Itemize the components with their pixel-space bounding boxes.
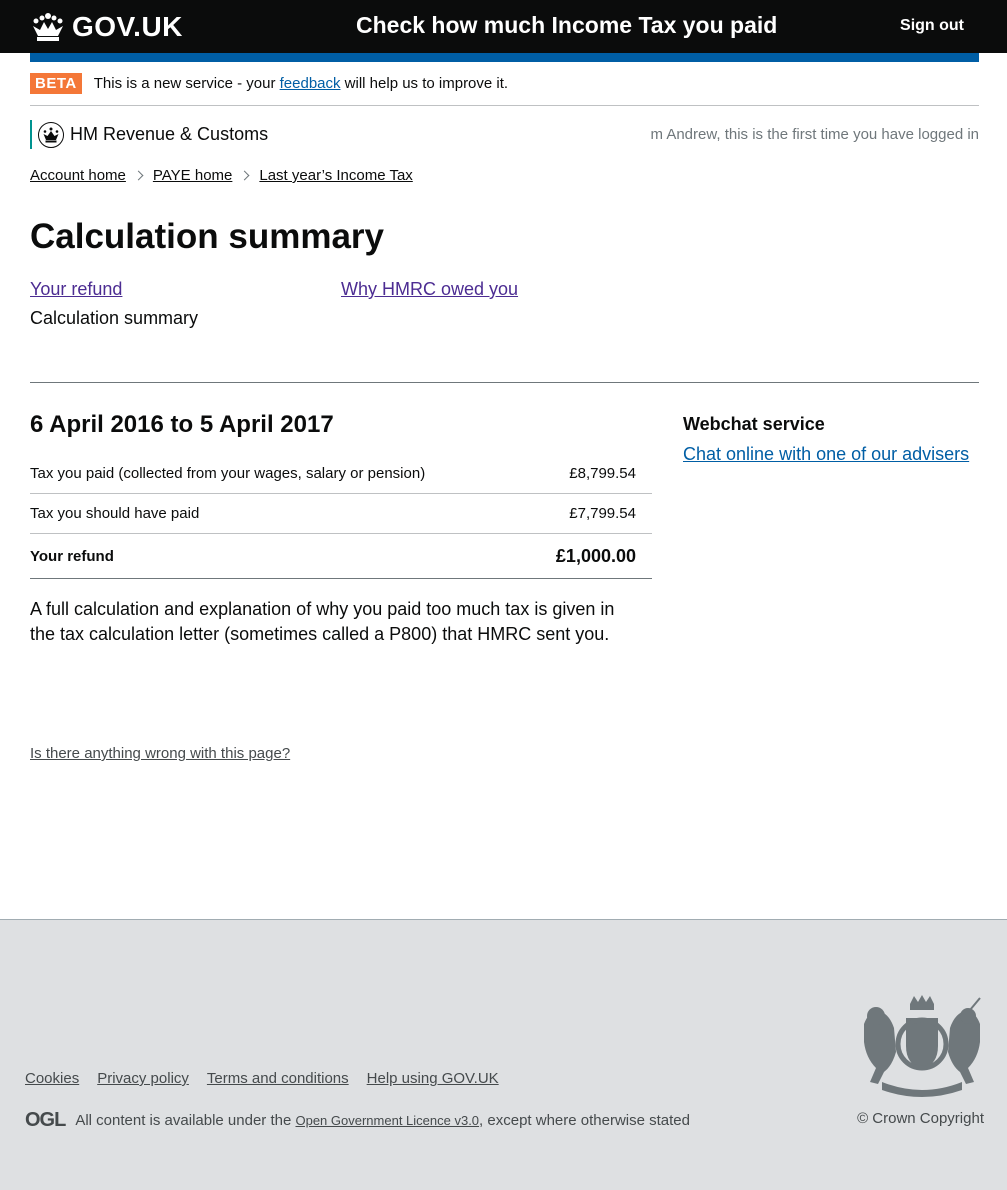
webchat-link[interactable]: Chat online with one of our advisers: [683, 444, 970, 464]
beta-text-after: will help us to improve it.: [340, 75, 509, 92]
webchat-heading: Webchat service: [683, 414, 825, 434]
footer-link-help-using-govuk[interactable]: Help using GOV.UK: [366, 1070, 499, 1087]
feedback-link[interactable]: feedback: [279, 75, 341, 92]
licence-text-after: , except where otherwise stated: [479, 1112, 690, 1129]
row-value: £8,799.54: [569, 465, 636, 482]
subnav-your-refund[interactable]: Your refund: [30, 279, 123, 299]
subnav-why-hmrc-owed-you[interactable]: Why HMRC owed you: [341, 279, 519, 299]
table-row-total: [30, 534, 652, 579]
licence-text-before: All content is available under the: [75, 1112, 296, 1129]
licence-statement: [25, 1109, 690, 1132]
page-title: Calculation summary: [30, 217, 384, 256]
row-label: Tax you should have paid: [30, 505, 200, 522]
royal-coat-of-arms-icon: [858, 994, 986, 1098]
report-problem-link[interactable]: Is there anything wrong with this page?: [30, 745, 291, 762]
crown-icon: [30, 12, 66, 42]
last-login-message: m Andrew, this is the first time you have logged in: [650, 126, 979, 143]
service-name[interactable]: Check how much Income Tax you paid: [356, 12, 778, 38]
table-row: [30, 454, 652, 494]
section-divider: [30, 382, 979, 383]
explanation-text: A full calculation and explanation of why you paid too much tax is given in the tax calculation letter (sometimes called a P800) that HMRC sent you.: [30, 599, 615, 644]
chevron-right-icon: [240, 171, 250, 181]
breadcrumb-last-years-income-tax[interactable]: Last year’s Income Tax: [259, 167, 413, 184]
sign-out-link[interactable]: Sign out: [900, 17, 964, 34]
logo-text: GOV.UK: [72, 11, 183, 42]
footer-links: [25, 1070, 517, 1087]
beta-banner: [30, 73, 508, 94]
subnav-calculation-summary-current: Calculation summary: [30, 308, 199, 328]
breadcrumb: [30, 167, 413, 184]
hmrc-organisation-link[interactable]: [30, 120, 268, 149]
chevron-right-icon: [133, 171, 143, 181]
calculation-table: [30, 454, 652, 579]
beta-tag: BETA: [30, 73, 82, 94]
crown-copyright-link[interactable]: © Crown Copyright: [857, 1110, 984, 1127]
beta-text-before: This is a new service - your: [93, 75, 280, 92]
row-value: £7,799.54: [569, 505, 636, 522]
hmrc-name: HM Revenue & Customs: [70, 124, 269, 144]
footer-link-privacy-policy[interactable]: Privacy policy: [97, 1070, 189, 1087]
ogl-logo: OGL: [25, 1109, 66, 1131]
row-label: Tax you paid (collected from your wages, salary or pension): [30, 465, 426, 482]
header-blue-bar: [30, 53, 979, 62]
refund-amount: £1,000.00: [555, 545, 636, 566]
divider: [30, 105, 979, 106]
site-footer: [0, 919, 1007, 1190]
tax-year-heading: 6 April 2016 to 5 April 2017: [30, 411, 334, 438]
breadcrumb-paye-home[interactable]: PAYE home: [152, 167, 233, 184]
crown-crest-icon: [38, 122, 64, 148]
footer-link-terms-and-conditions[interactable]: Terms and conditions: [206, 1070, 349, 1087]
open-government-licence-link[interactable]: Open Government Licence v3.0: [295, 1113, 480, 1128]
govuk-logo-link[interactable]: [30, 11, 183, 43]
footer-link-cookies[interactable]: Cookies: [25, 1070, 80, 1087]
breadcrumb-account-home[interactable]: Account home: [30, 167, 126, 184]
site-header: [0, 0, 1007, 53]
table-row: [30, 494, 652, 534]
row-label: Your refund: [30, 547, 114, 565]
